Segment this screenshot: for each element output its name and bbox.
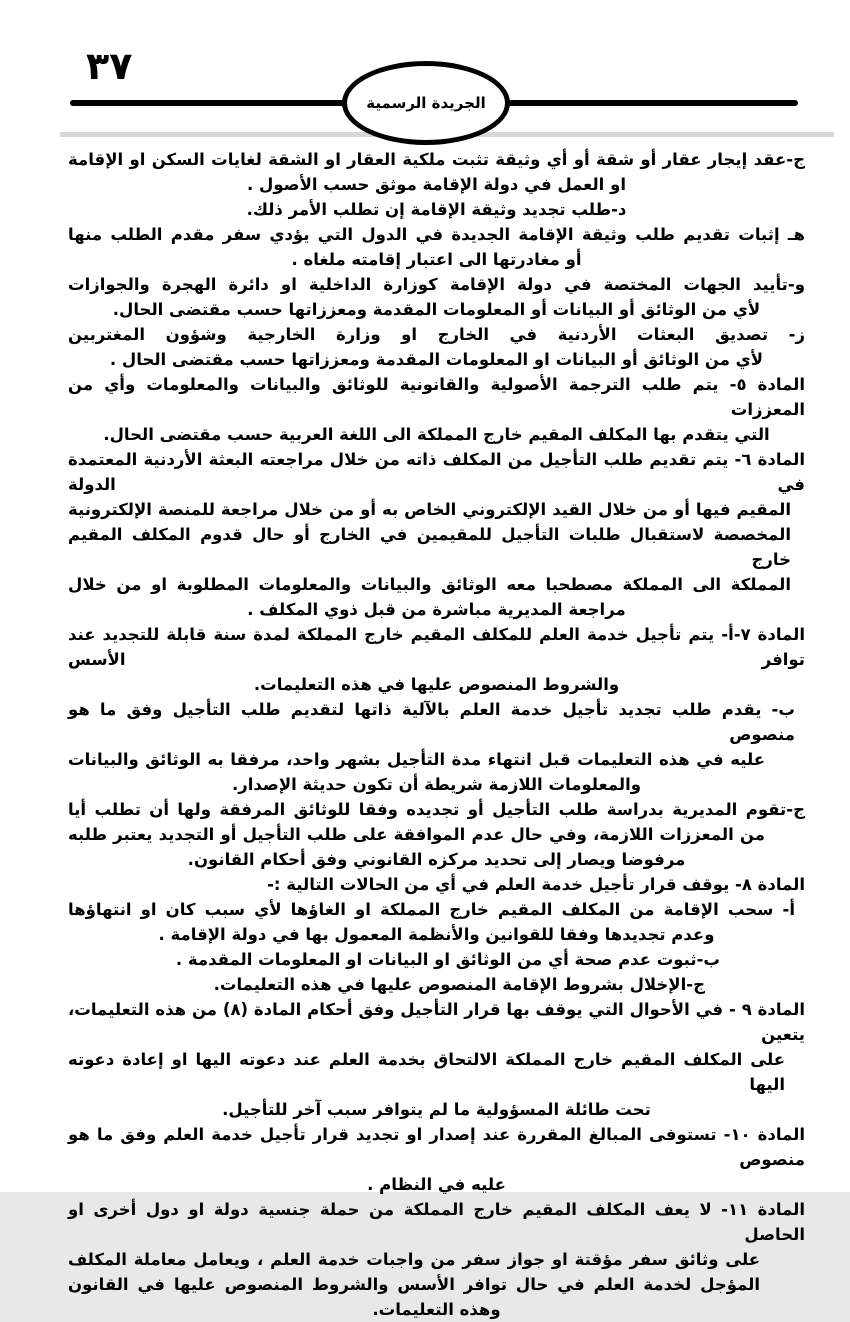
text-line: من المعززات اللازمة، وفي حال عدم الموافقة على طلب التأجيل أو التجديد يعتبر طلبه — [68, 825, 765, 844]
text-line: المادة ٦- يتم تقديم طلب التأجيل من المكلف ذاته من خلال مراجعته البعثة الأردنية المعتمدة في الدولة — [68, 450, 805, 494]
text-line: ج-عقد إيجار عقار أو شقة أو أي وثيقة تثبت ملكية العقار او الشقة لغايات السكن او الإقامة — [68, 150, 805, 169]
text-line: وهذه التعليمات. — [372, 1300, 501, 1319]
text-line: على وثائق سفر مؤقتة او جواز سفر من واجبات خدمة العلم ، ويعامل معاملة المكلف — [68, 1250, 760, 1269]
text-line: المملكة الى المملكة مصطحبا معه الوثائق والبيانات والمعلومات المطلوبة او من خلال — [68, 575, 791, 594]
text-line: هـ إثبات تقديم طلب وثيقة الإقامة الجديدة في الدول التي يؤدي سفر مقدم الطلب منها — [68, 225, 805, 244]
text-line: أ- سحب الإقامة من المكلف المقيم خارج المملكة او الغاؤها لأي سبب كان او انتهاؤها — [68, 900, 795, 919]
gazette-title: الجريدة الرسمية — [366, 94, 486, 112]
text-line: مراجعة المديرية مباشرة من قبل ذوي المكلف . — [247, 600, 626, 619]
text-line: لأي من الوثائق أو البيانات أو المعلومات المقدمة ومعززاتها حسب مقتضى الحال. — [112, 300, 761, 319]
text-line: والشروط المنصوص عليها في هذه التعليمات. — [253, 675, 620, 694]
text-line: ج-تقوم المديرية بدراسة طلب التأجيل أو تجديده وفقا للوثائق المرفقة ولها أن تطلب أيا — [68, 800, 805, 819]
text-line: ب-ثبوت عدم صحة أي من الوثائق او البيانات او المعلومات المقدمة . — [175, 950, 720, 969]
page-number: ٣٧ — [86, 44, 133, 88]
text-line: ج-الإخلال بشروط الإقامة المنصوص عليها في هذه التعليمات. — [213, 975, 705, 994]
text-line: والمعلومات اللازمة شريطة أن تكون حديثة الإصدار. — [231, 775, 642, 794]
text-line: ز- تصديق البعثات الأردنية في الخارج او وزارة الخارجية وشؤون المغتربين — [68, 325, 805, 344]
text-line: على المكلف المقيم خارج المملكة الالتحاق بخدمة العلم عند دعوته اليها او إعادة دعوته اليها — [68, 1050, 785, 1094]
text-line: المقيم فيها أو من خلال القيد الإلكتروني الخاص به أو من خلال مراجعة للمنصة الإلكترونية — [68, 500, 791, 519]
text-line: تحت طائلة المسؤولية ما لم يتوافر سبب آخر للتأجيل. — [222, 1100, 651, 1119]
text-line: المخصصة لاستقبال طلبات التأجيل للمقيمين في الخارج أو حال قدوم المكلف المقيم خارج — [68, 525, 791, 569]
text-line: أو مغادرتها الى اعتبار إقامته ملغاه . — [291, 250, 582, 269]
text-line: مرفوضا ويصار إلى تحديد مركزه القانوني وفق أحكام القانون. — [187, 850, 686, 869]
text-line: المادة ٥- يتم طلب الترجمة الأصولية والقانونية للوثائق والبيانات والمعلومات وأي من المعززات — [68, 375, 805, 419]
gazette-title-oval — [342, 61, 510, 145]
text-line: ب- يقدم طلب تجديد تأجيل خدمة العلم بالآلية ذاتها لتقديم طلب التأجيل وفق ما هو منصوص — [68, 700, 795, 744]
text-line: وعدم تجديدها وفقا للقوانين والأنظمة المعمول بها في دولة الإقامة . — [158, 925, 715, 944]
text-line: المادة ١٠- تستوفى المبالغ المقررة عند إصدار او تجديد قرار تأجيل خدمة العلم وفق ما هو منصوص — [68, 1125, 805, 1169]
text-line: المادة ٧-أ- يتم تأجيل خدمة العلم للمكلف المقيم خارج المملكة لمدة سنة قابلة للتجديد عند توافر الأسس — [68, 625, 805, 669]
document-body — [68, 147, 805, 1322]
text-line: المادة ٩ - في الأحوال التي يوقف بها قرار التأجيل وفق أحكام المادة (٨) من هذه التعليمات، يتعين — [68, 1000, 805, 1044]
text-line: المادة ٨- يوقف قرار تأجيل خدمة العلم في أي من الحالات التالية :- — [267, 875, 805, 894]
text-line: المؤجل لخدمة العلم في حال توافر الأسس والشروط المنصوص عليها في القانون — [68, 1275, 760, 1294]
text-line: و-تأييد الجهات المختصة في دولة الإقامة كوزارة الداخلية او دائرة الهجرة والجوازات — [68, 275, 805, 294]
text-line: التي يتقدم بها المكلف المقيم خارج المملكة الى اللغة العربية حسب مقتضى الحال. — [103, 425, 770, 444]
text-line: د-طلب تجديد وثيقة الإقامة إن تطلب الأمر ذلك. — [246, 200, 627, 219]
text-line: او العمل في دولة الإقامة موثق حسب الأصول . — [246, 175, 626, 194]
text-line: عليه في النظام . — [367, 1175, 506, 1194]
text-line: عليه في هذه التعليمات قبل انتهاء مدة التأجيل بشهر واحد، مرفقا به الوثائق والبيانات — [68, 750, 765, 769]
text-line: لأي من الوثائق أو البيانات او المعلومات المقدمة ومعززاتها حسب مقتضى الحال . — [109, 350, 764, 369]
text-line: المادة ١١- لا يعف المكلف المقيم خارج المملكة من حملة جنسية دولة او دول أخرى او الحاصل — [68, 1200, 805, 1244]
